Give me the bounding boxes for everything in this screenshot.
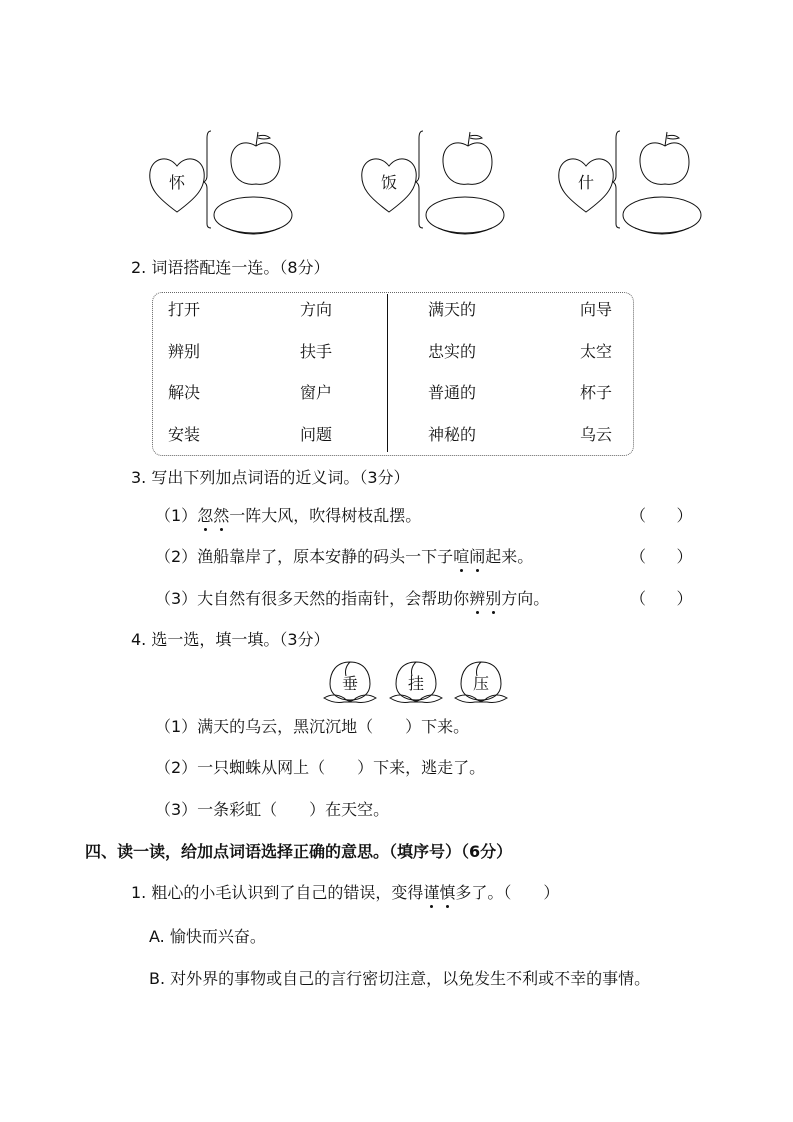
heart-apple-bowl-group xyxy=(148,128,298,248)
text: 一阵大风，吹得树枝乱摆。 xyxy=(229,506,422,525)
heart-apple-bowl-group xyxy=(360,128,510,248)
svg-text:垂: 垂 xyxy=(341,674,359,693)
q4-item-2: （2）一只蜘蛛从网上（ ）下来，逃走了。 xyxy=(155,758,486,777)
heart-apple-bowl-group xyxy=(557,128,707,248)
dotted-char: 忽 xyxy=(197,506,214,525)
heart-char: 什 xyxy=(577,173,595,192)
answer-blank[interactable]: （ ） xyxy=(630,506,693,525)
apple-stem xyxy=(665,132,679,146)
dotted-char: 辨 xyxy=(469,589,486,608)
q1-text-pre: 1. 粗心的小毛认识到了自己的错误，变得 xyxy=(131,883,424,902)
text: 方向。 xyxy=(501,589,550,608)
matching-word: 安装 xyxy=(168,425,201,444)
matching-word: 太空 xyxy=(580,342,613,361)
q4-item-1: （1）满天的乌云，黑沉沉地（ ）下来。 xyxy=(155,717,470,736)
matching-word: 忠实的 xyxy=(428,342,477,361)
section4-title: 四、读一读，给加点词语选择正确的意思。（填序号）（6分） xyxy=(85,842,513,861)
matching-word: 辨别 xyxy=(168,342,201,361)
peach-icon xyxy=(453,658,509,708)
q3-item xyxy=(155,547,533,567)
text: （2）渔船靠岸了，原本安静的码头一下子 xyxy=(155,547,454,566)
matching-word: 扶手 xyxy=(300,342,333,361)
answer-blank[interactable]: （ ） xyxy=(630,547,693,566)
matching-word: 满天的 xyxy=(428,300,477,319)
matching-word: 普通的 xyxy=(428,383,477,402)
matching-box xyxy=(152,292,634,456)
option-b: B. 对外界的事物或自己的言行密切注意，以免发生不利或不幸的事情。 xyxy=(149,969,651,988)
apple-icon xyxy=(640,143,689,184)
bowl-icon xyxy=(623,197,701,233)
peach-icon xyxy=(322,658,378,708)
q1-text-post: 多了。（ ） xyxy=(455,883,560,902)
matching-word: 乌云 xyxy=(580,425,613,444)
matching-word: 神秘的 xyxy=(428,425,477,444)
matching-word: 向导 xyxy=(580,300,613,319)
matching-divider xyxy=(387,294,388,452)
dotted-char: 别 xyxy=(485,589,502,608)
brace xyxy=(613,131,620,228)
dotted-char: 然 xyxy=(213,506,230,525)
answer-blank[interactable]: （ ） xyxy=(630,589,693,608)
dotted-char: 闹 xyxy=(469,547,486,566)
q3-item xyxy=(155,506,421,526)
heart-char: 饭 xyxy=(380,173,398,192)
svg-text:挂: 挂 xyxy=(407,674,425,693)
matching-word: 杯子 xyxy=(580,383,613,402)
brace xyxy=(416,131,423,228)
q2-title: 2. 词语搭配连一连。（8分） xyxy=(131,258,330,277)
text: （3）大自然有很多天然的指南针，会帮助你 xyxy=(155,589,470,608)
section4-q1 xyxy=(131,883,559,903)
q4-item-3: （3）一条彩虹（ ）在天空。 xyxy=(155,800,390,819)
apple-stem xyxy=(256,132,270,146)
svg-text:压: 压 xyxy=(472,674,490,693)
matching-word: 方向 xyxy=(300,300,333,319)
apple-icon xyxy=(443,143,492,184)
heart-char: 怀 xyxy=(168,173,186,192)
dotted-char: 慎 xyxy=(439,883,456,902)
q3-item xyxy=(155,589,549,609)
option-a: A. 愉快而兴奋。 xyxy=(149,927,266,946)
matching-word: 窗户 xyxy=(300,383,333,402)
dotted-char: 谨 xyxy=(423,883,440,902)
q3-title: 3. 写出下列加点词语的近义词。（3分） xyxy=(131,468,410,487)
peach-icon xyxy=(388,658,444,708)
brace xyxy=(204,131,211,228)
text: 起来。 xyxy=(485,547,534,566)
apple-icon xyxy=(231,143,280,184)
apple-stem xyxy=(468,132,482,146)
dotted-char: 喧 xyxy=(453,547,470,566)
q4-title: 4. 选一选，填一填。（3分） xyxy=(131,630,330,649)
bowl-icon xyxy=(214,197,292,233)
bowl-icon xyxy=(426,197,504,233)
matching-word: 问题 xyxy=(300,425,333,444)
text: （1） xyxy=(155,506,198,525)
matching-word: 打开 xyxy=(168,300,201,319)
matching-word: 解决 xyxy=(168,383,201,402)
